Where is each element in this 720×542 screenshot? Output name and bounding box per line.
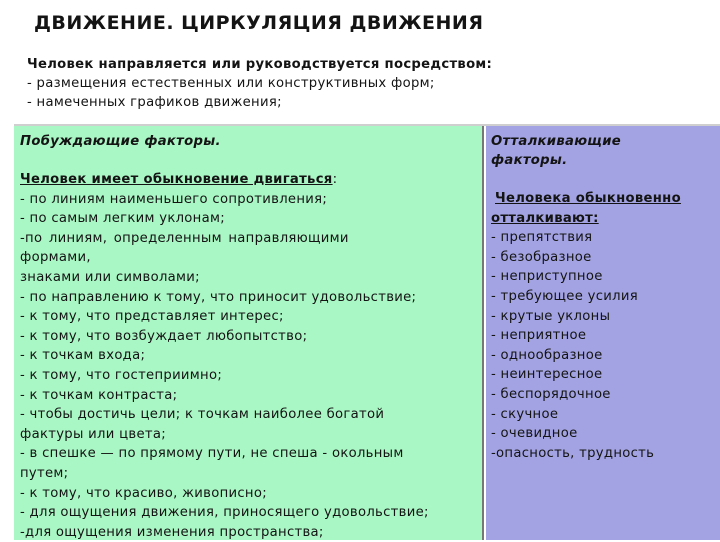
- attracting-factors-header: Побуждающие факторы.: [20, 134, 221, 149]
- left-list-item: - к точкам входа;: [20, 348, 146, 364]
- left-subheading-text: Человек имеет обыкновение двигаться: [20, 172, 333, 187]
- repelling-factors-column: [486, 126, 720, 540]
- left-list-item: знаками или символами;: [20, 269, 200, 285]
- left-list-item: - к точкам контраста;: [20, 387, 178, 403]
- intro-line: - размещения естественных или конструктивных форм;: [27, 76, 435, 91]
- left-list-item: - к тому, что красиво, живописно;: [20, 485, 267, 501]
- left-list-item: - по линиям наименьшего сопротивления;: [20, 191, 328, 207]
- left-list-item: - для ощущения движения, приносящего удовольствие;: [20, 505, 429, 521]
- left-list-item: - чтобы достичь цели; к точкам наиболее богатой: [20, 407, 385, 423]
- right-list-item: - безобразное: [491, 249, 592, 265]
- attracting-factors-column: [14, 126, 484, 540]
- left-list-item: - к тому, что возбуждает любопытство;: [20, 328, 308, 344]
- left-list-item: -для ощущения изменения пространства;: [20, 524, 324, 540]
- intro-lead: Человек направляется или руководствуется посредством:: [27, 57, 493, 72]
- right-list-item: - требующее усилия: [491, 288, 638, 304]
- repelling-header-line: Отталкивающие: [491, 134, 621, 149]
- left-list-item: - к тому, что гостеприимно;: [20, 367, 223, 383]
- left-list-item: - по направлению к тому, что приносит удовольствие;: [20, 289, 417, 305]
- right-list-item: - неинтересное: [491, 367, 603, 383]
- right-list-item: - неприступное: [491, 269, 603, 285]
- left-subheading-colon: :: [332, 172, 338, 187]
- right-list-item: - однообразное: [491, 347, 603, 363]
- repelling-factors-header: [491, 132, 720, 170]
- right-list-item: - крутые уклоны: [491, 308, 611, 324]
- left-list-item: - по самым легким уклонам;: [20, 211, 225, 227]
- right-list-item: - беспорядочное: [491, 386, 611, 402]
- left-list-item: путем;: [20, 465, 69, 481]
- intro-block: [27, 55, 707, 112]
- right-list-item: - скучное: [491, 406, 559, 422]
- right-list-item: - неприятное: [491, 328, 587, 344]
- page-title: ДВИЖЕНИЕ. ЦИРКУЛЯЦИЯ ДВИЖЕНИЯ: [34, 12, 484, 34]
- left-subheading: [20, 170, 482, 190]
- right-subheading: Человека обыкновенно: [495, 191, 681, 206]
- right-list-item: -опасность, трудность: [491, 445, 655, 461]
- right-subheading: отталкивают:: [491, 210, 599, 226]
- right-list-item: - очевидное: [491, 426, 578, 442]
- left-list-item: формами,: [20, 250, 91, 266]
- left-list-item: фактуры или цвета;: [20, 426, 167, 442]
- left-list-item: - в спешке — по прямому пути, не спеша - окольным: [20, 446, 404, 462]
- right-list-item: - препятствия: [491, 230, 593, 246]
- intro-line: - намеченных графиков движения;: [27, 95, 282, 110]
- left-list-item: -по линиям, определенным направляющими: [20, 230, 349, 246]
- left-list-item: - к тому, что представляет интерес;: [20, 309, 284, 325]
- repelling-header-line: факторы.: [491, 153, 568, 168]
